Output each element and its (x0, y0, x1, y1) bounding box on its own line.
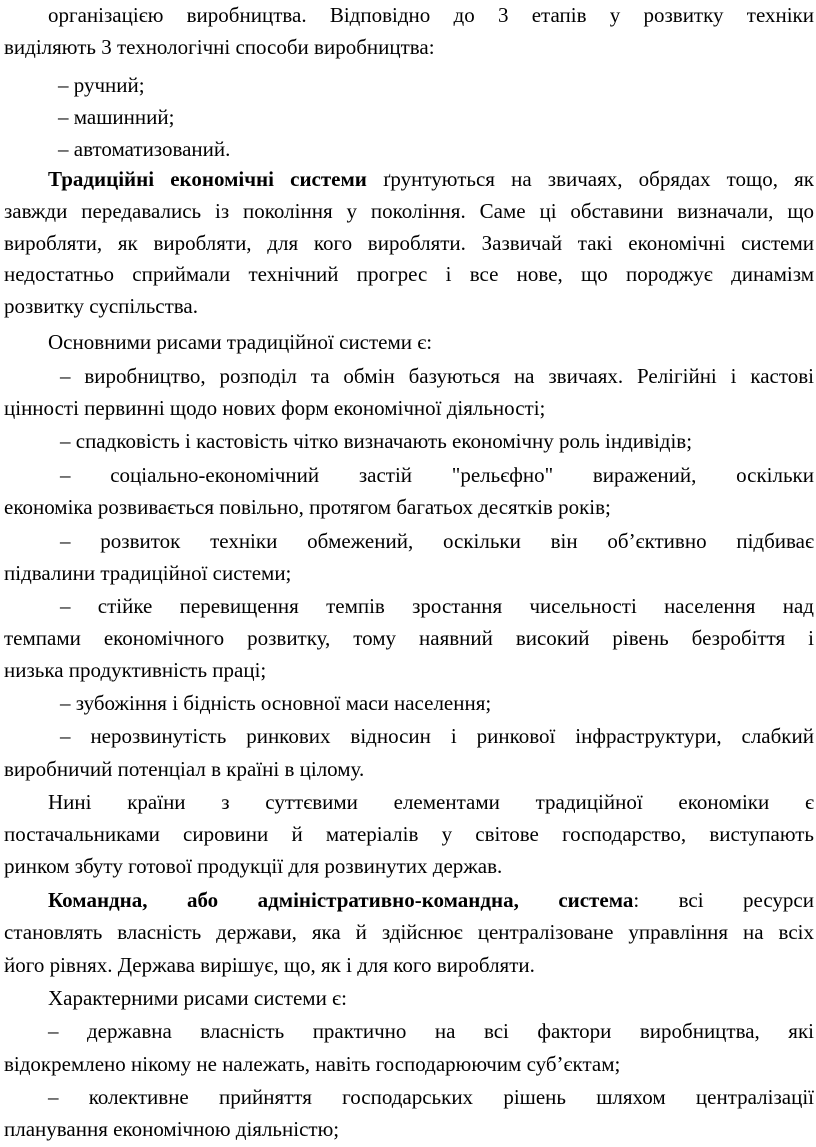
text-run: його рівнях. Держава вирішує, що, як і для кого виробляти. (4, 953, 535, 977)
text-run: темпами економічного розвитку, тому наявний високий рівень безробіття і (4, 626, 814, 650)
text-line (4, 917, 814, 947)
text-line (4, 228, 814, 258)
text-run: планування економічною діяльністю; (4, 1117, 340, 1141)
text-run: підвалини традиційної системи; (4, 561, 292, 585)
text-run: ринком збуту готової продукції для розвинутих держав. (4, 854, 503, 878)
text-line (48, 983, 814, 1013)
text-run: – зубожіння і бідність основної маси населення; (60, 691, 492, 715)
text-run: виробляти, як виробляти, для кого виробляти. Зазвичай такі економічні системи (4, 231, 814, 255)
text-line (4, 558, 814, 588)
text-run: – стійке перевищення темпів зростання чисельності населення над (60, 594, 814, 618)
text-run: виділяють 3 технологічні способи виробництва: (4, 35, 435, 59)
text-run: завжди передавались із покоління у покоління. Саме ці обставини визначали, що (4, 199, 814, 223)
list-item (48, 1016, 814, 1046)
text-run: виробничий потенціал в країні в цілому. (4, 757, 365, 781)
text-line (4, 196, 814, 226)
text-line (4, 492, 814, 522)
text-line (48, 787, 814, 817)
text-run: – соціально-економічний застій "рельєфно" виражений, оскільки (60, 463, 814, 487)
text-run: низька продуктивність праці; (4, 658, 267, 682)
list-item (60, 688, 814, 718)
list-item (60, 591, 814, 621)
text-line (48, 164, 814, 194)
list-item (60, 721, 814, 751)
text-line (4, 623, 814, 653)
list-item (60, 426, 814, 456)
text-run: – колективне прийняття господарських рішень шляхом централізації (48, 1085, 814, 1109)
list-item (60, 460, 814, 490)
text-run: економіка розвивається повільно, протягом багатьох десятків років; (4, 495, 611, 519)
list-item (60, 526, 814, 556)
list-item (60, 361, 814, 391)
text-run: організацією виробництва. Відповідно до 3 етапів у розвитку техніки (48, 3, 814, 27)
text-run: відокремлено нікому не належать, навіть господарюючим суб’єктам; (4, 1052, 621, 1076)
text-line (48, 885, 814, 915)
list-item (58, 70, 758, 100)
list-item (58, 102, 758, 132)
text-run: – державна власність практично на всі фактори виробництва, які (48, 1019, 814, 1043)
text-run: – спадковість і кастовість чітко визначають економічну роль індивідів; (60, 429, 693, 453)
text-run: недостатньо сприймали технічний прогрес і все нове, що породжує динамізм (4, 262, 814, 286)
text-line (4, 819, 814, 849)
list-item (58, 134, 758, 164)
bold-term: Традиційні економічні системи (48, 167, 367, 191)
text-line (48, 327, 814, 357)
text-run: ґрунтуються на звичаях, обрядах тощо, як (366, 167, 814, 191)
text-line (4, 1049, 814, 1079)
text-line (4, 32, 814, 62)
text-run: : всі ресурси (633, 888, 814, 912)
text-run: – автоматизований. (58, 137, 231, 161)
text-line (4, 655, 814, 685)
text-run: становлять власність держави, яка й здійснює централізоване управління на всіх (4, 920, 814, 944)
text-run: – машинний; (58, 105, 175, 129)
text-run: – нерозвинутість ринкових відносин і ринкової інфраструктури, слабкий (60, 724, 814, 748)
bold-term: Командна, або адміністративно-командна, система (48, 888, 634, 912)
text-run: – ручний; (58, 73, 145, 97)
text-line (4, 754, 814, 784)
text-run: Нині країни з суттєвими елементами традиційної економіки є (48, 790, 814, 814)
text-line (4, 950, 814, 980)
text-line (4, 291, 814, 321)
text-run: цінності первинні щодо нових форм економічної діяльності; (4, 396, 546, 420)
text-run: – розвиток техніки обмежений, оскільки він об’єктивно підбиває (60, 529, 814, 553)
text-line (4, 851, 814, 881)
text-line (4, 393, 814, 423)
text-run: розвитку суспільства. (4, 294, 198, 318)
text-run: постачальниками сировини й матеріалів у світове господарство, виступають (4, 822, 814, 846)
text-run: Характерними рисами системи є: (48, 986, 347, 1010)
text-line (4, 1114, 814, 1144)
text-run: Основними рисами традиційної системи є: (48, 330, 433, 354)
text-run: – виробництво, розподіл та обмін базуються на звичаях. Релігійні і кастові (60, 364, 814, 388)
text-line (4, 259, 814, 289)
list-item (48, 1082, 814, 1112)
text-line (48, 0, 814, 30)
